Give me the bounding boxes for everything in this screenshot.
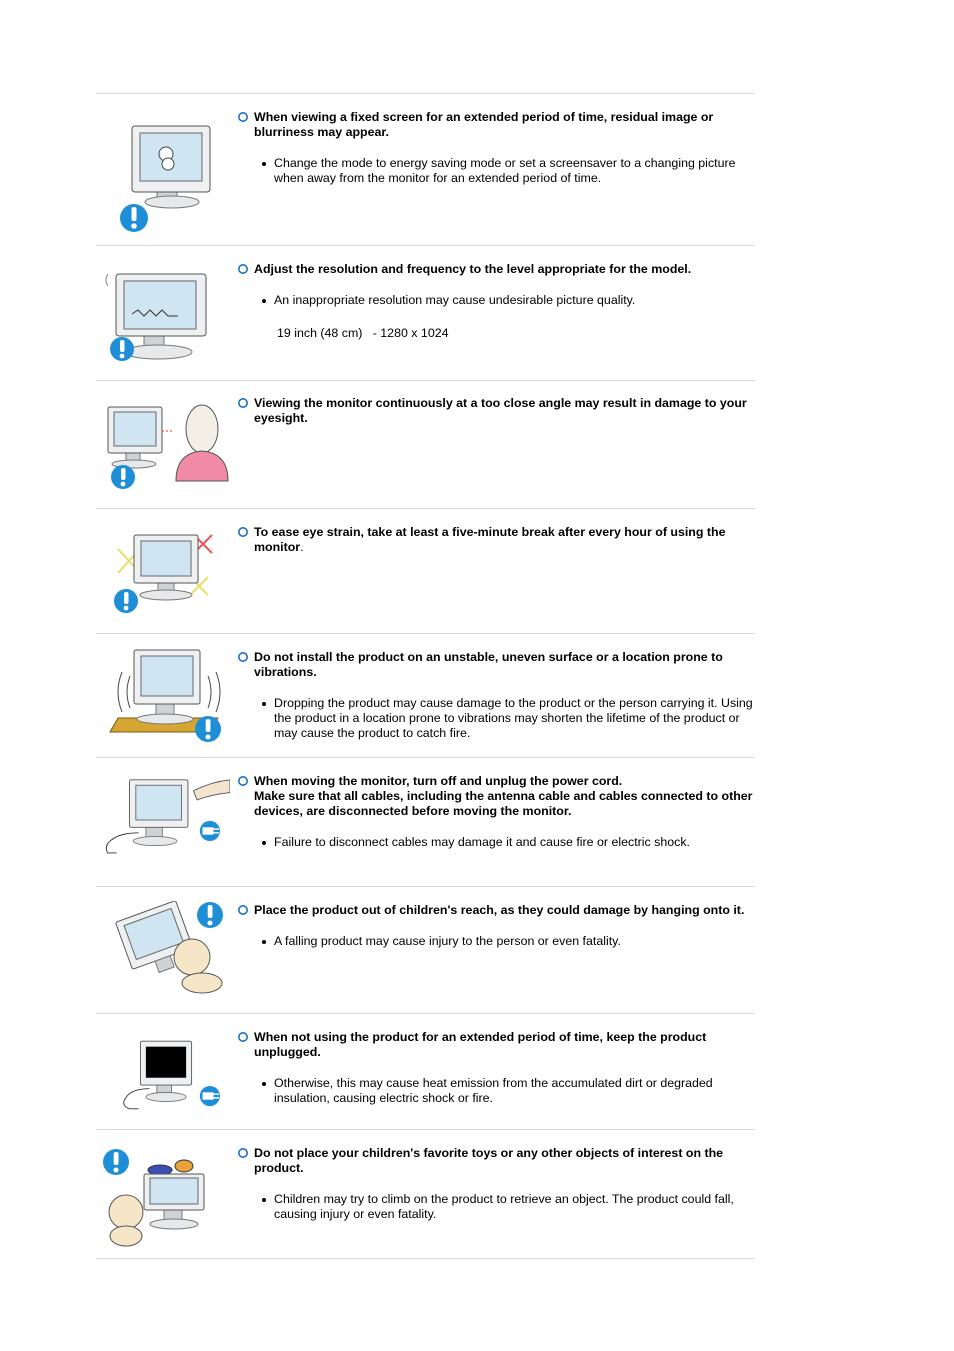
- viewing-angle-illustration: [102, 401, 230, 491]
- warning-section-unplug-unused: [96, 1013, 755, 1130]
- blue-circle-bullet-icon: [238, 1148, 248, 1158]
- section-heading: [238, 396, 756, 426]
- warning-section-children-reach: [96, 886, 755, 1014]
- blue-circle-bullet-icon: [238, 905, 248, 915]
- section-heading: [238, 1030, 756, 1060]
- warning-section-eye-strain: [96, 508, 755, 634]
- bullet-item: Children may try to climb on the product to retrieve an object. The product could fall, causing injury or even fatality.: [274, 1192, 756, 1222]
- bullet-item: Dropping the product may cause damage to the product or the person carrying it. Using the product in a location prone to vibrations may shorten the lifetime of the product or may cause the product to catch fire.: [274, 696, 756, 741]
- bullet-list: [238, 1192, 756, 1222]
- section-heading-text: Do not install the product on an unstable, uneven surface or a location prone to vibrations.: [254, 650, 723, 679]
- toys-on-product-illustration: [102, 1148, 230, 1248]
- section-heading-text: Adjust the resolution and frequency to the level appropriate for the model.: [254, 262, 692, 276]
- section-heading-text: When not using the product for an extended period of time, keep the product unplugged.: [254, 1030, 707, 1059]
- bullet-list: [238, 156, 756, 186]
- section-heading-text: When moving the monitor, turn off and unplug the power cord.: [254, 774, 623, 788]
- bullet-list: [238, 835, 756, 850]
- section-heading: [238, 1146, 756, 1176]
- bullet-item: An inappropriate resolution may cause undesirable picture quality.: [274, 293, 756, 308]
- section-heading-text: To ease eye strain, take at least a five-minute break after every hour of using the monitor: [254, 525, 726, 554]
- bullet-item: Otherwise, this may cause heat emission from the accumulated dirt or degraded insulation, causing electric shock or fire.: [274, 1076, 756, 1106]
- monitor-resolution-illustration: [102, 264, 230, 376]
- section-heading: [238, 650, 756, 680]
- warning-section-toys-on-product: [96, 1129, 755, 1259]
- exclamation-caution-icon: [103, 1149, 129, 1175]
- warning-section-screen-burn: [96, 93, 755, 246]
- section-heading-text: When viewing a fixed screen for an extended period of time, residual image or blurriness may appear.: [254, 110, 714, 139]
- blue-circle-bullet-icon: [238, 398, 248, 408]
- section-heading: [238, 903, 756, 918]
- blue-circle-bullet-icon: [238, 1032, 248, 1042]
- section-heading: [238, 774, 756, 819]
- bullet-item: A falling product may cause injury to the person or even fatality.: [274, 934, 756, 949]
- warning-section-moving-monitor: [96, 757, 755, 887]
- warning-section-viewing-angle: [96, 380, 755, 509]
- exclamation-caution-icon: [114, 589, 138, 613]
- exclamation-caution-icon: [111, 465, 135, 489]
- unstable-surface-illustration: [102, 646, 230, 744]
- bullet-item: Change the mode to energy saving mode or set a screensaver to a changing picture when away from the monitor for an extended period of time.: [274, 156, 756, 186]
- unplug-unused-illustration: [102, 1034, 230, 1116]
- eye-strain-break-illustration: [102, 527, 230, 619]
- exclamation-caution-icon: [197, 902, 223, 928]
- children-reach-illustration: [102, 901, 230, 995]
- blue-circle-bullet-icon: [238, 776, 248, 786]
- unplug-icon: [200, 821, 220, 841]
- blue-circle-bullet-icon: [238, 112, 248, 122]
- section-heading: [238, 262, 756, 277]
- unplug-icon: [200, 1086, 220, 1106]
- monitor-screen-burn-illustration: [102, 118, 230, 238]
- section-heading: [238, 525, 756, 555]
- section-heading-text: Viewing the monitor continuously at a too close angle may result in damage to your eyesight.: [254, 396, 747, 425]
- section-heading-suffix: .: [300, 540, 304, 554]
- blue-circle-bullet-icon: [238, 264, 248, 274]
- exclamation-caution-icon: [110, 337, 134, 361]
- exclamation-caution-icon: [195, 716, 221, 742]
- warning-section-resolution: [96, 245, 755, 381]
- section-heading: [238, 110, 756, 140]
- section-heading-text: Do not place your children's favorite toys or any other objects of interest on the product.: [254, 1146, 724, 1175]
- bullet-list: [238, 293, 756, 308]
- section-heading-text: Place the product out of children's reach, as they could damage by hanging onto it.: [254, 903, 745, 917]
- blue-circle-bullet-icon: [238, 527, 248, 537]
- resolution-note: 19 inch (48 cm) - 1280 x 1024: [277, 326, 449, 340]
- bullet-item: Failure to disconnect cables may damage it and cause fire or electric shock.: [274, 835, 756, 850]
- warning-section-unstable-surface: [96, 633, 755, 758]
- section-heading-line2: Make sure that all cables, including the antenna cable and cables connected to other devices, are disconnected before moving the monitor.: [254, 789, 753, 818]
- bullet-list: [238, 696, 756, 741]
- bullet-list: [238, 934, 756, 949]
- bullet-list: [238, 1076, 756, 1106]
- moving-monitor-illustration: [102, 770, 230, 870]
- exclamation-caution-icon: [120, 204, 148, 232]
- blue-circle-bullet-icon: [238, 652, 248, 662]
